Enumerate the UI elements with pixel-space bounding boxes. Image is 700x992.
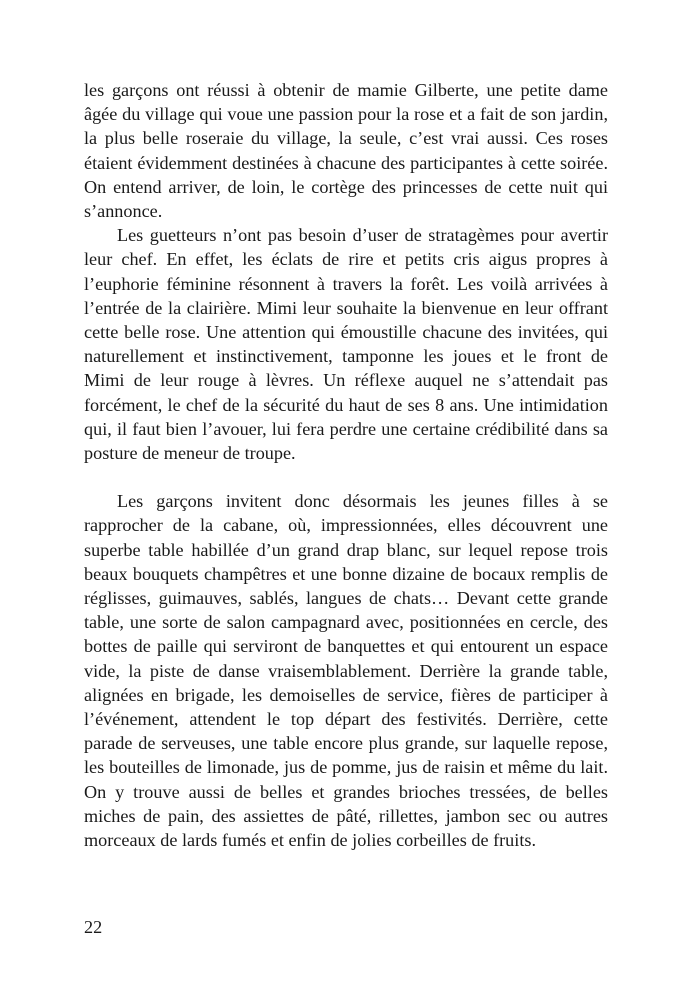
paragraph-table: Les garçons invitent donc désormais les jeunes filles à se rapprocher de la cabane, où, impressionnées, elles découvrent une superbe table habillée d’un grand drap blanc, sur lequel repose trois beaux bouquets champêtres et une bonne dizaine de bocaux remplis de réglisses, guimauves, sablés, langues de chats… Devant cette grande table, une sorte de salon campagnard avec, positionnées en cercle, des bottes de paille qui serviront de banquettes et qui entourent un espace vide, la piste de danse vraisemblablement. Derrière la grande table, alignées en brigade, les demoiselles de service, fières de participer à l’événement, attendent le top départ des festivités. Derrière, cette parade de serveuses, une table encore plus grande, sur laquelle repose, les bouteilles de limonade, jus de pomme, jus de raisin et même du lait. On y trouve aussi de belles et grandes brioches tressées, de belles miches de pain, des assiettes de pâté, rillettes, jambon sec ou autres morceaux de lards fumés et enfin de jolies corbeilles de fruits. <box>84 491 608 851</box>
body-text <box>84 78 608 852</box>
page-number: 22 <box>84 917 103 937</box>
paragraph-guetteurs: Les guetteurs n’ont pas besoin d’user de stratagèmes pour avertir leur chef. En effet, les éclats de rire et petits cris aigus propres à l’euphorie féminine résonnent à travers la forêt. Les voilà arrivées à l’entrée de la clairière. Mimi leur souhaite la bienvenue en leur offrant cette belle rose. Une attention qui émoustille chacune des invitées, qui naturellement et instinctivement, tamponne les joues et le front de Mimi de leur rouge à lèvres. Un réflexe auquel ne s’attendait pas forcément, le chef de la sécurité du haut de ses 8 ans. Une intimidation qui, il faut bien l’avouer, lui fera perdre une certaine crédibilité dans sa posture de meneur de troupe. <box>84 225 608 464</box>
paragraph-continuation: les garçons ont réussi à obtenir de mamie Gilberte, une petite dame âgée du village qui voue une passion pour la rose et a fait de son jardin, la plus belle roseraie du village, la seule, c’est vrai aussi. Ces roses étaient évidemment destinées à chacune des participantes à cette soirée. On entend arriver, de loin, le cortège des princesses de cette nuit qui s’annonce. <box>84 80 608 222</box>
